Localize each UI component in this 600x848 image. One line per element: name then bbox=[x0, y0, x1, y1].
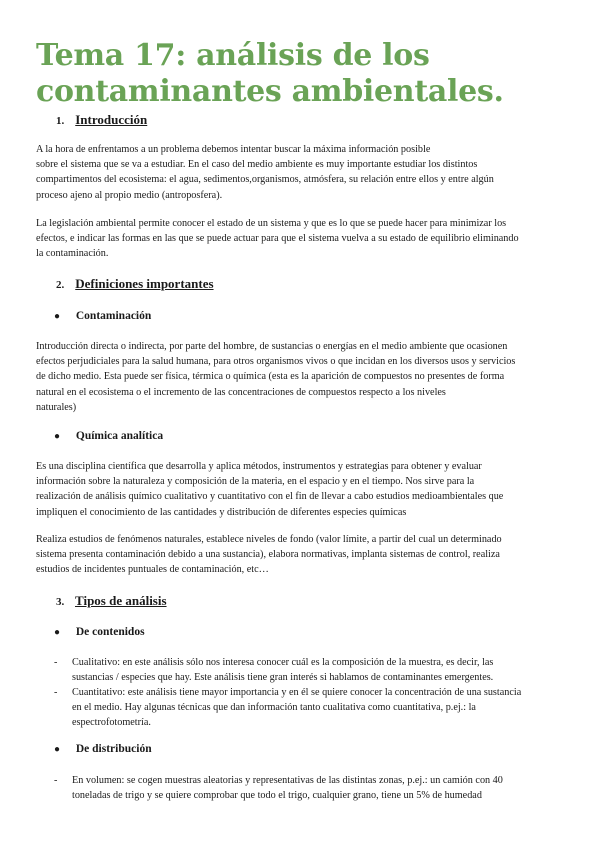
intro-paragraph-1 bbox=[36, 142, 572, 203]
subsection-label: Contaminación bbox=[75, 310, 152, 322]
subsection-de-distribucion bbox=[54, 743, 152, 755]
text-line: estudios de incidentes puntuales de contaminación, etc… bbox=[36, 564, 269, 576]
text-line: sustancias / especies que hay. Este análisis tiene gran interés si hablamos de contaminantes emergentes. bbox=[72, 672, 494, 684]
list-item-en-volumen bbox=[72, 773, 572, 803]
section-number: 2. bbox=[56, 279, 65, 291]
section-number: 3. bbox=[56, 596, 65, 608]
text-line: Introducción directa o indirecta, por parte del hombre, de sustancias o energías en el medio ambiente que ocasionen bbox=[36, 341, 508, 352]
text-line: realización de análisis químico cualitativo y cuantitativo con el fin de llevar a cabo estudios medioambientales que bbox=[36, 491, 504, 503]
text-line: La legislación ambiental permite conocer el estado de un sistema y que es lo que se puede hacer para minimizar los bbox=[36, 218, 507, 229]
subsection-quimica-analitica bbox=[54, 430, 163, 442]
text-line: naturales) bbox=[36, 401, 77, 413]
text-line: Cuantitativo: este análisis tiene mayor importancia y en él se quiere conocer la concentración de una sustancia bbox=[72, 687, 522, 698]
bullet-icon: ● bbox=[54, 627, 61, 638]
intro-paragraph-2 bbox=[36, 216, 572, 262]
section-number: 1. bbox=[56, 115, 65, 127]
dash-icon: - bbox=[54, 687, 58, 698]
subsection-label: De distribución bbox=[75, 743, 152, 755]
subsection-contaminacion bbox=[54, 310, 151, 322]
text-line: sistema presenta contaminación debido a una sustancia), elabora normativas, implanta sistemas de control, realiza bbox=[36, 549, 500, 561]
list-item-cualitativo bbox=[72, 655, 572, 685]
dash-icon: - bbox=[54, 657, 58, 668]
text-line: en el medio. Hay algunas técnicas que dan información tanto cualitativa como cuantitativa, p.ej.: la bbox=[72, 702, 476, 714]
text-line: efectos, e indicar las formas en las que se puede actuar para que el sistema vuelva a su estado de equilibrio eliminando bbox=[36, 233, 519, 245]
quimica-paragraph-2 bbox=[36, 532, 572, 578]
text-line: espectrofotometría. bbox=[72, 717, 151, 729]
text-line: impliquen el conocimiento de las cantidades y distribución de diferentes especies químicas bbox=[36, 506, 407, 518]
subsection-label: Química analítica bbox=[75, 430, 164, 442]
text-line: natural en el ecosistema o el incremento de las concentraciones de compuestos respecto a los niveles bbox=[36, 386, 446, 398]
bullet-icon: ● bbox=[54, 311, 61, 322]
text-line: Realiza estudios de fenómenos naturales, establece niveles de fondo (valor límite, a partir del cual un determinado bbox=[36, 534, 502, 545]
section-title: Introducción bbox=[75, 112, 148, 127]
text-line: toneladas de trigo y se quiere comprobar que todo el trigo, cualquier grano, tiene un 5% de humedad bbox=[72, 790, 482, 802]
text-line: Cualitativo: en este análisis sólo nos interesa conocer cuál es la composición de la muestra, es decir, las bbox=[72, 657, 494, 668]
section-title: Tipos de análisis bbox=[75, 593, 167, 608]
text-line: Es una disciplina científica que desarrolla y aplica métodos, instrumentos y estrategias para obtener y evaluar bbox=[36, 461, 482, 472]
text-line: de dicho medio. Esta puede ser física, térmica o química (esta es la aparición de compuestos no presentes de forma bbox=[36, 371, 505, 383]
section-heading-definiciones bbox=[56, 276, 214, 292]
section-title: Definiciones importantes bbox=[75, 276, 214, 291]
quimica-paragraph-1 bbox=[36, 459, 572, 520]
text-line: la contaminación. bbox=[36, 248, 109, 260]
contaminacion-paragraph bbox=[36, 339, 572, 415]
document-title: Tema 17: análisis de los contaminantes ambientales. bbox=[36, 38, 504, 109]
text-line: efectos perjudiciales para la salud humana, para otros organismos vivos o que incidan en los diversos usos y servicios bbox=[36, 356, 516, 368]
list-item-cuantitativo bbox=[72, 685, 572, 731]
text-line: En volumen: se cogen muestras aleatorias y representativas de las distintas zonas, p.ej.: un camión con 40 bbox=[72, 775, 503, 786]
section-heading-tipos bbox=[56, 593, 167, 609]
text-line: información sobre la naturaleza y composición de la materia, en el espacio y en el tiempo. Nos sirve para la bbox=[36, 476, 475, 488]
dash-icon: - bbox=[54, 775, 58, 786]
subsection-label: De contenidos bbox=[75, 626, 145, 638]
section-heading-introduccion bbox=[56, 112, 147, 128]
text-line: A la hora de enfrentamos a un problema debemos intentar buscar la máxima información posible bbox=[36, 144, 431, 155]
bullet-icon: ● bbox=[54, 431, 61, 442]
text-line: compartimentos del ecosistema: el agua, sedimentos,organismos, atmósfera, su relación entre ellos y entre algún bbox=[36, 174, 494, 186]
text-line: proceso ajeno al propio medio (antroposfera). bbox=[36, 189, 223, 201]
text-line: sobre el sistema que se va a estudiar. En el caso del medio ambiente es muy importante estudiar los distintos bbox=[36, 159, 478, 171]
bullet-icon: ● bbox=[54, 744, 61, 755]
subsection-de-contenidos bbox=[54, 626, 145, 638]
